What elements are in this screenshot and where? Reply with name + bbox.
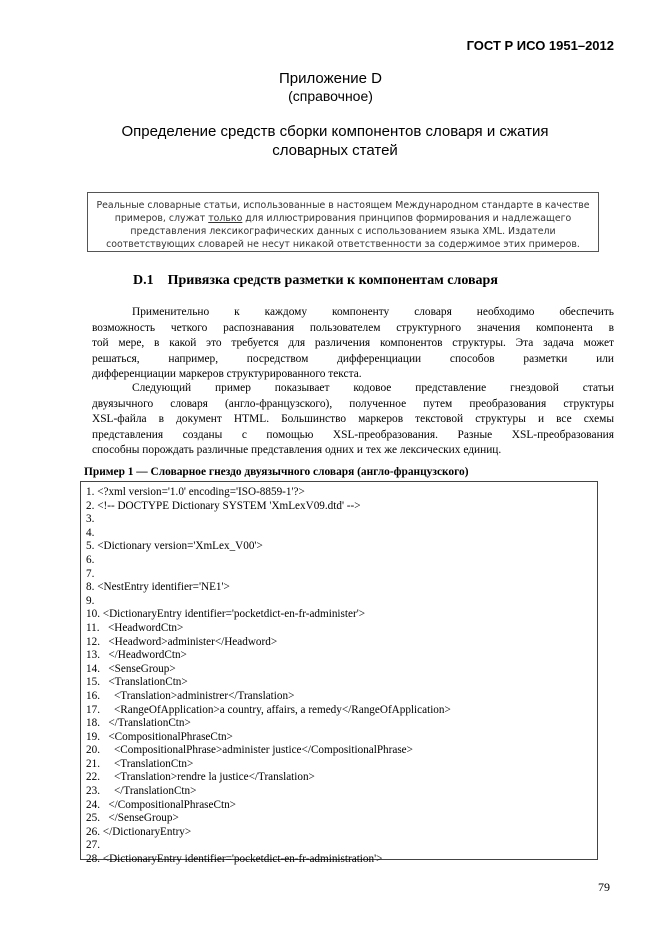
paragraph-2	[92, 381, 614, 459]
code-line: 18. </TranslationCtn>	[86, 717, 191, 730]
appendix-title: Приложение D	[279, 70, 382, 87]
note-line	[96, 212, 590, 225]
paragraph-line: Следующий пример показывает кодовое представление гнездовой статьи	[132, 382, 614, 394]
code-line: 14. <SenseGroup>	[86, 662, 176, 675]
code-line: 20. <CompositionalPhrase>administer justice</CompositionalPhrase>	[86, 744, 413, 757]
code-line: 17. <RangeOfApplication>a country, affairs, a remedy</RangeOfApplication>	[86, 703, 451, 716]
code-line: 21. <TranslationCtn>	[86, 757, 194, 770]
subsection-heading	[133, 273, 498, 289]
code-line: 2. <!-- DOCTYPE Dictionary SYSTEM 'XmLexV09.dtd' -->	[86, 499, 361, 512]
note-text: примеров, служат	[114, 213, 209, 224]
page-number: 79	[598, 880, 610, 894]
paragraph-line: представления созданы с помощью XSL-преобразования. Разные XSL-преобразования	[92, 428, 614, 441]
paragraph-1	[92, 305, 614, 383]
code-listing	[80, 481, 598, 866]
code-line: 7.	[86, 567, 95, 580]
note-underlined-word: только	[208, 213, 243, 224]
note-line: соответствующих словарей не несут никакой ответственности за содержимое этих примеров.	[106, 239, 580, 250]
code-line: 27.	[86, 839, 100, 852]
code-line: 22. <Translation>rendre la justice</Translation>	[86, 771, 315, 784]
paragraph-line: Применительно к каждому компоненту словаря необходимо обеспечить	[132, 306, 614, 318]
paragraph-line: возможность четкого распознавания пользователем структурного значения компонента в	[92, 321, 614, 334]
note-line: представления лексикографических данных с использованием языка XML. Издатели	[130, 226, 556, 237]
code-line: 12. <Headword>administer</Headword>	[86, 635, 278, 648]
code-line: 9.	[86, 594, 95, 607]
subsection-title: Привязка средств разметки к компонентам словаря	[167, 273, 498, 288]
code-line: 28. <DictionaryEntry identifier='pocketdict-en-fr-administration'>	[86, 853, 383, 866]
subsection-number: D.1	[133, 273, 154, 288]
code-line: 6.	[86, 553, 95, 566]
appendix-heading	[100, 122, 570, 160]
code-line: 11. <HeadwordCtn>	[86, 621, 184, 634]
paragraph-line: дифференциации маркеров структурированного текста.	[92, 368, 362, 381]
paragraph-line: двуязычного словаря (англо-французского), полученное путем преобразования структуры	[92, 397, 614, 410]
code-line: 13. </HeadwordCtn>	[86, 649, 187, 662]
code-line: 16. <Translation>administrer</Translation>	[86, 689, 295, 702]
paragraph-line: способны порождать различные представления одних и тех же лексических единиц.	[92, 444, 502, 457]
code-line: 19. <CompositionalPhraseCtn>	[86, 730, 233, 743]
appendix-heading-line: Определение средств сборки компонентов словаря и сжатия	[121, 123, 549, 140]
code-line: 25. </SenseGroup>	[86, 812, 179, 825]
code-line: 10. <DictionaryEntry identifier='pocketdict-en-fr-administer'>	[86, 608, 366, 621]
code-line: 5. <Dictionary version='XmLex_V00'>	[86, 540, 263, 553]
code-line: 4.	[86, 526, 95, 539]
appendix-subtitle: (справочное)	[288, 88, 373, 104]
example-caption: Пример 1 — Словарное гнездо двуязычного словаря (англо-французского)	[84, 466, 469, 478]
paragraph-line: XSL-файла в документ HTML. Большинство маркеров текстовой структуры и все схемы	[92, 413, 614, 426]
code-line: 23. </TranslationCtn>	[86, 785, 197, 798]
note-text: для иллюстрирования принципов формирования и надлежащего	[242, 213, 572, 224]
appendix-heading-line: словарных статей	[272, 142, 398, 159]
code-line: 24. </CompositionalPhraseCtn>	[86, 798, 236, 811]
note-line: Реальные словарные статьи, использованные в настоящем Международном стандарте в качестве	[96, 200, 590, 211]
paragraph-line: решаться, например, посредством дифференциации способов разметки или	[92, 352, 614, 365]
code-line: 1. <?xml version='1.0' encoding='ISO-8859-1'?>	[86, 486, 305, 498]
code-line: 3.	[86, 513, 95, 526]
code-line: 26. </DictionaryEntry>	[86, 825, 192, 838]
paragraph-line: той мере, в какой это требуется для различения компонентов структуры. Эта задача может	[92, 337, 614, 350]
disclaimer-note-box	[87, 192, 599, 252]
code-line: 8. <NestEntry identifier='NE1'>	[86, 581, 230, 594]
code-line: 15. <TranslationCtn>	[86, 676, 188, 689]
standard-designation: ГОСТ Р ИСО 1951–2012	[466, 38, 614, 53]
